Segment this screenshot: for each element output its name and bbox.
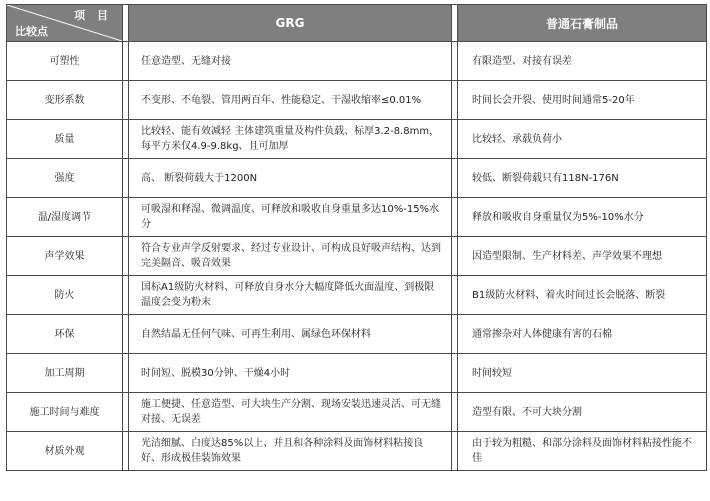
grg-cell: 高、 断裂荷载大于1200N: [129, 159, 452, 198]
row-name: 环保: [7, 315, 123, 354]
grg-cell: 光洁细腻、白度达85%以上、并且和各种涂料及面饰材料粘接良好、形成极佳装饰效果: [129, 432, 452, 471]
comparison-table-wrapper: [6, 4, 706, 471]
gypsum-cell: 由于较为粗糙、和部分涂料及面饰材料粘接性能不佳: [458, 432, 707, 471]
gypsum-cell: 时间长会开裂、使用时间通常5-20年: [458, 81, 707, 120]
row-name: 强度: [7, 159, 123, 198]
grg-cell: 不变形、不龟裂、管用两百年、性能稳定、干湿收缩率≤0.01%: [129, 81, 452, 120]
corner-header-compare: 比较点: [15, 25, 48, 38]
grg-cell: 比较轻、能有效减轻 主体建筑重量及构件负载、标厚3.2-8.8mm，每平方米仅4.9-9.8kg、且可加厚: [129, 120, 452, 159]
grg-cell: 符合专业声学反射要求、经过专业设计、可构成良好吸声结构、达到完美隔音、吸音效果: [129, 237, 452, 276]
row-name: 材质外观: [7, 432, 123, 471]
row-name: 变形系数: [7, 81, 123, 120]
gypsum-column-header: 普通石膏制品: [458, 5, 707, 42]
gypsum-cell: 时间较短: [458, 354, 707, 393]
grg-cell: 时间短、脱模30分钟、干燥4小时: [129, 354, 452, 393]
row-name: 声学效果: [7, 237, 123, 276]
gypsum-cell: 较低、断裂荷载只有118N-176N: [458, 159, 707, 198]
grg-cell: 施工便捷、任意造型、可大块生产分割、现场安装迅速灵活、可无缝对接、无误差: [129, 393, 452, 432]
gypsum-cell: 有限造型、对接有误差: [458, 42, 707, 81]
row-name: 温/湿度调节: [7, 198, 123, 237]
gypsum-cell: 比较轻、承载负荷小: [458, 120, 707, 159]
gypsum-cell: 释放和吸收自身重量仅为5%-10%水分: [458, 198, 707, 237]
row-name: 加工周期: [7, 354, 123, 393]
table-row: [7, 198, 707, 237]
table-row: [7, 159, 707, 198]
table-row: [7, 237, 707, 276]
row-name: 可塑性: [7, 42, 123, 81]
corner-header-cell: [7, 5, 123, 42]
table-row: [7, 276, 707, 315]
corner-header-items: 项 目: [74, 9, 112, 22]
grg-column-header: GRG: [129, 5, 452, 42]
gypsum-cell: 造型有限、不可大块分割: [458, 393, 707, 432]
table-row: [7, 393, 707, 432]
comparison-table: [6, 4, 707, 471]
table-row: [7, 42, 707, 81]
grg-cell: 自然结晶无任何气味、可再生利用、属绿色环保材料: [129, 315, 452, 354]
grg-cell: 国标A1级防火材料、可释放自身水分大幅度降低火面温度、到极限温度会变为粉末: [129, 276, 452, 315]
row-name: 质量: [7, 120, 123, 159]
row-name: 施工时间与难度: [7, 393, 123, 432]
row-name: 防火: [7, 276, 123, 315]
grg-cell: 可吸湿和释湿、微调温度、可释放和吸收自身重量多达10%-15%水分: [129, 198, 452, 237]
table-row: [7, 354, 707, 393]
gypsum-cell: 因造型限制、生产材料差、声学效果不理想: [458, 237, 707, 276]
table-row: [7, 432, 707, 471]
table-row: [7, 315, 707, 354]
grg-cell: 任意造型、无缝对接: [129, 42, 452, 81]
header-row: [7, 5, 707, 42]
gypsum-cell: B1级防火材料、着火时间过长会脱落、断裂: [458, 276, 707, 315]
gypsum-cell: 通常掺杂对人体健康有害的石棉: [458, 315, 707, 354]
table-row: [7, 120, 707, 159]
table-row: [7, 81, 707, 120]
